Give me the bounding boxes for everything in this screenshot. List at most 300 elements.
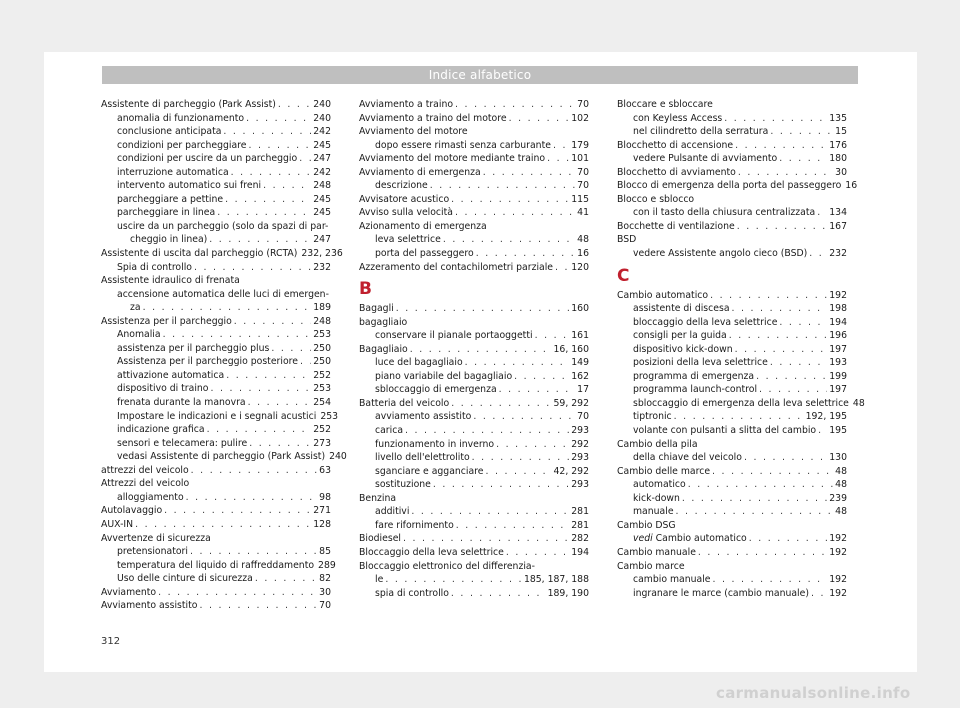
index-entry <box>359 166 589 180</box>
dot-leader <box>249 437 311 451</box>
dot-leader <box>472 451 570 465</box>
dot-leader <box>473 410 575 424</box>
page-ref-link[interactable]: 195 <box>829 425 847 437</box>
dot-leader <box>234 315 311 329</box>
entry-term: Avviso sulla velocità <box>359 207 453 219</box>
index-entry <box>359 546 589 560</box>
entry-term: Avviamento del motore mediante traino <box>359 153 546 165</box>
entry-term: interruzione automatica <box>117 166 229 178</box>
entry-term: condizioni per parcheggiare <box>117 139 247 151</box>
page-ref-link[interactable]: 59, 292 <box>553 397 589 409</box>
dot-leader <box>698 546 827 560</box>
entry-term: Cambio DSG <box>617 519 676 531</box>
entry-term: Cambio marce <box>617 560 685 572</box>
entry-term: manuale <box>633 506 674 518</box>
dot-leader <box>712 465 833 479</box>
dot-leader <box>410 343 552 357</box>
page-ref-link[interactable]: 240 <box>313 112 331 124</box>
entry-term: Azionamento di emergenza <box>359 220 487 232</box>
index-entry <box>617 247 847 261</box>
entry-term: Anomalia <box>117 329 161 341</box>
index-entry <box>617 302 847 316</box>
entry-term: spia di controllo <box>375 587 449 599</box>
entry-term: temperatura del liquido di raffreddamento <box>117 559 315 571</box>
index-entry <box>101 477 331 491</box>
dot-leader <box>682 492 827 506</box>
entry-term: consigli per la guida <box>633 330 727 342</box>
entry-term: Azzeramento del contachilometri parziale <box>359 261 554 273</box>
index-column-2 <box>359 98 589 600</box>
dot-leader <box>430 179 575 193</box>
entry-term: Cambio delle marce <box>617 465 711 477</box>
page-ref-link[interactable]: 16 <box>845 180 858 192</box>
dot-leader <box>817 206 827 220</box>
page-ref-link[interactable]: 194 <box>829 316 847 328</box>
dot-leader <box>456 519 569 533</box>
dot-leader <box>465 356 570 370</box>
watermark: carmanualsonline.info <box>716 684 911 702</box>
page-ref-link[interactable]: 293 <box>571 425 589 437</box>
index-entry <box>101 450 347 464</box>
page-ref-link[interactable]: 48 <box>852 397 865 409</box>
page-ref-link[interactable]: 70 <box>577 180 589 192</box>
page-ref-link[interactable]: 85 <box>319 546 331 558</box>
dot-leader <box>674 410 804 424</box>
dot-leader <box>246 112 311 126</box>
page-ref-link[interactable]: 70 <box>319 600 331 612</box>
page-ref-link[interactable]: 253 <box>313 383 331 395</box>
page-ref-link[interactable]: 42, 292 <box>553 465 589 477</box>
index-entry <box>359 356 589 370</box>
page-ref-link[interactable]: 250 <box>313 342 331 354</box>
page-ref-link[interactable]: 149 <box>571 357 589 369</box>
dot-leader <box>223 125 311 139</box>
page-ref-link[interactable]: 192 <box>829 574 847 586</box>
page-ref-link[interactable]: 194 <box>571 546 589 558</box>
entry-term: indicazione grafica <box>117 424 205 436</box>
index-entry <box>359 410 589 424</box>
entry-term: conclusione anticipata <box>117 126 222 138</box>
dot-leader <box>451 397 551 411</box>
page-ref-link[interactable]: 192 <box>829 587 847 599</box>
page-ref-link[interactable]: 102 <box>571 112 589 124</box>
index-entry <box>101 315 331 329</box>
page-ref-link[interactable]: 176 <box>829 139 847 151</box>
entry-term: Avviamento <box>101 586 157 598</box>
entry-term: Batteria del veicolo <box>359 397 450 409</box>
index-entry <box>617 587 847 601</box>
entry-term: posizioni della leva selettrice <box>633 357 768 369</box>
entry-term: za <box>130 302 141 314</box>
entry-term: Biodiesel <box>359 533 401 545</box>
page-ref-link[interactable]: 48 <box>835 465 847 477</box>
entry-term: programma di emergenza <box>633 370 755 382</box>
entry-term: Bagagli <box>359 303 394 315</box>
entry-term: assistenza per il parcheggio plus <box>117 342 270 354</box>
entry-term: Bloccare e sbloccare <box>617 99 713 110</box>
dot-leader <box>278 98 311 112</box>
page-ref-link[interactable]: 252 <box>313 369 331 381</box>
index-entry <box>101 437 331 451</box>
entry-term: Avviamento a traino <box>359 99 454 110</box>
dot-leader <box>249 139 312 153</box>
page-ref-link[interactable]: 82 <box>319 573 331 585</box>
index-entry <box>617 438 847 452</box>
entry-term: accensione automatica delle luci di emergen- <box>117 288 329 300</box>
index-entry <box>101 464 331 478</box>
page-ref-link[interactable]: 196 <box>829 330 847 342</box>
index-entry <box>101 532 331 546</box>
index-entry <box>359 465 589 479</box>
entry-term: attivazione automatica <box>117 369 225 381</box>
entry-term: Impostare le indicazioni e i segnali acustici <box>117 410 317 422</box>
index-entry <box>359 424 589 438</box>
index-entry <box>617 343 847 357</box>
index-entry <box>359 438 589 452</box>
page-ref-link[interactable]: 192 <box>829 289 847 301</box>
dot-leader <box>770 125 833 139</box>
page-ref-link[interactable]: 254 <box>313 397 331 409</box>
dot-leader <box>514 370 569 384</box>
page-ref-link[interactable]: 48 <box>835 506 847 518</box>
entry-term: AUX-IN <box>101 518 134 530</box>
entry-term: volante con pulsanti a slitta del cambio <box>633 425 817 437</box>
entry-term: cheggio in linea) <box>130 234 208 246</box>
index-entry <box>617 220 847 234</box>
entry-term: Bloccaggio elettronico del differenzia- <box>359 560 535 572</box>
page-ref-link[interactable]: 289 <box>318 559 336 571</box>
page-ref-link[interactable]: 189, 190 <box>547 587 589 599</box>
entry-term: pretensionatori <box>117 546 188 558</box>
entry-term: Assistente di uscita dal parcheggio (RCTA) <box>101 248 298 260</box>
index-column-3 <box>617 98 865 600</box>
index-entry <box>617 112 847 126</box>
page-ref-link[interactable]: 70 <box>577 411 589 423</box>
entry-term: Benzina <box>359 492 397 504</box>
page-ref-link[interactable]: 253 <box>320 410 339 422</box>
page-ref-link[interactable]: 240 <box>329 451 347 463</box>
page-ref-link[interactable]: 192, 195 <box>805 411 847 423</box>
entry-term: conservare il pianale portaoggetti <box>375 330 533 342</box>
page-ref-link[interactable]: 180 <box>829 153 847 165</box>
entry-term: fare rifornimento <box>375 519 454 531</box>
page-ref-link[interactable]: 48 <box>835 479 847 491</box>
index-entry <box>617 206 847 220</box>
page-ref-link[interactable]: 242 <box>313 166 331 178</box>
page-ref-link[interactable]: 242 <box>313 126 331 138</box>
index-entry <box>101 112 331 126</box>
page-ref-link[interactable]: 245 <box>313 207 331 219</box>
dot-leader <box>744 451 827 465</box>
entry-term: livello dell'elettrolito <box>375 452 470 464</box>
page-ref-link[interactable]: 252 <box>313 424 331 436</box>
page-ref-link[interactable]: 48 <box>577 234 589 246</box>
page-ref-link[interactable]: 160 <box>571 303 589 315</box>
index-entry <box>359 329 589 343</box>
index-column-1 <box>101 98 347 613</box>
entry-term: dispositivo di traino <box>117 383 209 395</box>
entry-term: sbloccaggio di emergenza della leva selettrice <box>633 397 849 409</box>
page-ref-link[interactable]: 292 <box>571 438 589 450</box>
dot-leader <box>231 166 312 180</box>
page-ref-link[interactable]: 135 <box>829 112 847 124</box>
index-entry <box>101 586 331 600</box>
dot-leader <box>405 424 569 438</box>
index-entry <box>617 424 847 438</box>
page-ref-link[interactable]: 189 <box>313 302 331 314</box>
page-ref-link[interactable]: 247 <box>313 234 331 246</box>
index-entry <box>359 316 589 330</box>
index-entry <box>359 532 589 546</box>
entry-term: leva selettrice <box>375 234 441 246</box>
page-ref-link[interactable]: 240 <box>313 99 331 110</box>
index-entry <box>101 179 331 193</box>
page-ref-link[interactable]: 199 <box>829 370 847 382</box>
dot-leader <box>164 504 311 518</box>
dot-leader <box>811 587 827 601</box>
page-ref-link[interactable]: 239 <box>829 492 847 504</box>
dot-leader <box>710 289 827 303</box>
index-entry <box>101 342 331 356</box>
entry-term: dispositivo kick-down <box>633 343 733 355</box>
dot-leader <box>729 329 828 343</box>
entry-term: dopo essere rimasti senza carburante <box>375 139 551 151</box>
entry-term: assistente di discesa <box>633 303 730 315</box>
page-ref-link[interactable]: 192 <box>829 546 847 558</box>
page-ref-link[interactable]: 293 <box>571 452 589 464</box>
dot-leader <box>553 139 569 153</box>
entry-term: parcheggiare in linea <box>117 207 216 219</box>
page-ref-link[interactable]: 282 <box>571 533 589 545</box>
entry-term: sbloccaggio di emergenza <box>375 384 497 396</box>
dot-leader <box>143 301 312 315</box>
index-entry <box>359 247 589 261</box>
index-entry <box>359 397 589 411</box>
page-ref-link[interactable]: 130 <box>829 452 847 464</box>
index-entry <box>101 382 331 396</box>
index-entry <box>617 370 847 384</box>
entry-term: tiptronic <box>633 411 672 423</box>
entry-term: Avviamento del motore <box>359 126 468 138</box>
dot-leader <box>433 478 569 492</box>
entry-term: con il tasto della chiusura centralizzata <box>633 207 816 219</box>
entry-term: Cambio automatico <box>617 289 709 301</box>
entry-term: Bocchette di ventilazione <box>617 220 735 232</box>
dot-leader <box>248 396 312 410</box>
index-entry <box>101 152 331 166</box>
index-entry <box>617 193 847 207</box>
page-ref-link[interactable]: 193 <box>829 357 847 369</box>
page-ref-link[interactable]: 245 <box>313 193 331 205</box>
index-entry <box>617 98 847 112</box>
index-entry <box>101 559 336 573</box>
index-entry <box>617 573 847 587</box>
entry-term: Cambio della pila <box>617 438 698 450</box>
page-ref-link[interactable]: 247 <box>313 153 331 165</box>
index-entry <box>101 125 331 139</box>
entry-term: frenata durante la manovra <box>117 397 246 409</box>
entry-term: vedi Cambio automatico <box>633 533 747 545</box>
index-entry <box>617 166 847 180</box>
entry-term: vedasi Assistente di parcheggio (Park Assist) <box>117 451 326 463</box>
page-ref-link[interactable]: 134 <box>829 207 847 219</box>
index-entry <box>101 518 331 532</box>
entry-term: Bloccaggio della leva selettrice <box>359 546 504 558</box>
entry-term: bloccaggio della leva selettrice <box>633 316 778 328</box>
entry-term: Bagagliaio <box>359 343 408 355</box>
dot-leader <box>211 382 312 396</box>
index-entry <box>617 125 847 139</box>
entry-term: vedere Pulsante di avviamento <box>633 153 778 165</box>
index-entry <box>617 451 847 465</box>
dot-leader <box>676 505 834 519</box>
entry-term: Cambio manuale <box>617 546 696 558</box>
index-entry <box>101 274 331 288</box>
entry-term: anomalia di funzionamento <box>117 112 245 124</box>
index-entry <box>617 383 847 397</box>
index-entry <box>617 329 847 343</box>
index-entry <box>359 560 589 574</box>
page-ref-link[interactable]: 30 <box>835 166 847 178</box>
entry-term: della chiave del veicolo <box>633 452 742 464</box>
page-ref-link[interactable]: 120 <box>571 261 589 273</box>
entry-term: sostituzione <box>375 479 431 491</box>
index-entry <box>617 546 847 560</box>
page-ref-link[interactable]: 167 <box>829 220 847 232</box>
page-ref-link[interactable]: 98 <box>319 491 331 503</box>
index-entry <box>101 247 343 261</box>
page-ref-link[interactable]: 70 <box>577 99 589 110</box>
page-ref-link[interactable]: 63 <box>319 464 331 476</box>
entry-term: le <box>375 574 384 586</box>
dot-leader <box>226 369 311 383</box>
entry-term: automatico <box>633 479 686 491</box>
page-ref-link[interactable]: 197 <box>829 343 847 355</box>
page-ref-link[interactable]: 245 <box>313 139 331 151</box>
page-ref-link[interactable]: 162 <box>571 370 589 382</box>
dot-leader <box>411 505 569 519</box>
dot-leader <box>217 206 311 220</box>
index-entry <box>617 356 847 370</box>
dot-leader <box>300 355 311 369</box>
entry-term: BSD <box>617 234 637 246</box>
dot-leader <box>225 193 311 207</box>
page-ref-link[interactable]: 115 <box>571 193 589 205</box>
entry-term: Blocchetto di avviamento <box>617 166 736 178</box>
page-ref-link[interactable]: 273 <box>313 437 331 449</box>
dot-leader <box>535 329 570 343</box>
page-ref-link[interactable]: 250 <box>313 356 331 368</box>
page-ref-link[interactable]: 16, 160 <box>553 343 589 355</box>
dot-leader <box>483 166 575 180</box>
dot-leader <box>486 465 552 479</box>
page-ref-link[interactable]: 16 <box>577 248 589 260</box>
dot-leader <box>809 247 827 261</box>
page-ref-link[interactable]: 128 <box>313 518 331 530</box>
page-ref-link[interactable]: 198 <box>829 303 847 315</box>
dot-leader <box>199 599 317 613</box>
index-entry <box>617 465 847 479</box>
page-ref-link[interactable]: 281 <box>571 506 589 518</box>
dot-leader <box>396 302 570 316</box>
dot-leader <box>186 491 318 505</box>
page-ref-link[interactable]: 232 <box>313 261 331 273</box>
entry-term: Blocchetto di accensione <box>617 139 734 151</box>
entry-term: nel cilindretto della serratura <box>633 126 769 138</box>
dot-leader <box>737 220 828 234</box>
dot-leader <box>749 532 828 546</box>
dot-leader <box>735 139 827 153</box>
index-entry <box>359 519 589 533</box>
entry-term: sganciare e agganciare <box>375 465 484 477</box>
page-ref-link[interactable]: 161 <box>571 330 589 342</box>
page-ref-link[interactable]: 30 <box>319 586 331 598</box>
page-ref-link[interactable]: 41 <box>577 207 589 219</box>
dot-leader <box>547 152 569 166</box>
dot-leader <box>724 112 827 126</box>
page-ref-link[interactable]: 192 <box>829 533 847 545</box>
entry-term: Autolavaggio <box>101 505 163 517</box>
page-ref-link[interactable]: 232, 236 <box>301 248 343 260</box>
index-entry <box>359 302 589 316</box>
dot-leader <box>506 546 569 560</box>
dot-leader <box>451 193 569 207</box>
page-ref-link[interactable]: 70 <box>577 166 589 178</box>
index-entry <box>359 383 589 397</box>
page-ref-link[interactable]: 293 <box>571 479 589 491</box>
index-entry <box>101 423 331 437</box>
dot-leader <box>385 573 522 587</box>
dot-leader <box>688 478 833 492</box>
page-ref-link[interactable]: 248 <box>313 180 331 192</box>
index-entry <box>359 587 589 601</box>
dot-leader <box>263 179 311 193</box>
page-ref-link[interactable]: 185, 187, 188 <box>523 574 589 586</box>
entry-term: bagagliaio <box>359 316 408 328</box>
page-ref-link[interactable]: 281 <box>571 519 589 531</box>
index-entry <box>617 233 847 247</box>
index-entry <box>101 369 331 383</box>
page-ref-link[interactable]: 232 <box>829 248 847 260</box>
dot-leader <box>271 342 311 356</box>
index-entry <box>359 343 589 357</box>
index-entry <box>617 519 847 533</box>
page-ref-link[interactable]: 17 <box>577 384 589 396</box>
index-entry <box>101 355 331 369</box>
dot-leader <box>135 518 311 532</box>
index-entry <box>617 560 847 574</box>
index-entry <box>101 572 331 586</box>
index-entry <box>359 112 589 126</box>
page-ref-link[interactable]: 271 <box>313 505 331 517</box>
index-entry <box>101 233 331 247</box>
dot-leader <box>499 383 576 397</box>
page-ref-link[interactable]: 253 <box>313 329 331 341</box>
page-ref-link[interactable]: 101 <box>571 153 589 165</box>
page-ref-link[interactable]: 179 <box>571 139 589 151</box>
index-entry <box>617 179 858 193</box>
index-header: Indice alfabetico <box>102 66 858 84</box>
index-entry <box>101 599 331 613</box>
index-entry <box>359 573 589 587</box>
index-entry <box>359 152 589 166</box>
page-ref-link[interactable]: 197 <box>829 384 847 396</box>
dot-leader <box>735 343 828 357</box>
page-ref-link[interactable]: 248 <box>313 315 331 327</box>
dot-leader <box>756 370 827 384</box>
page-ref-link[interactable]: 15 <box>835 126 847 138</box>
entry-term: Spia di controllo <box>117 261 192 273</box>
